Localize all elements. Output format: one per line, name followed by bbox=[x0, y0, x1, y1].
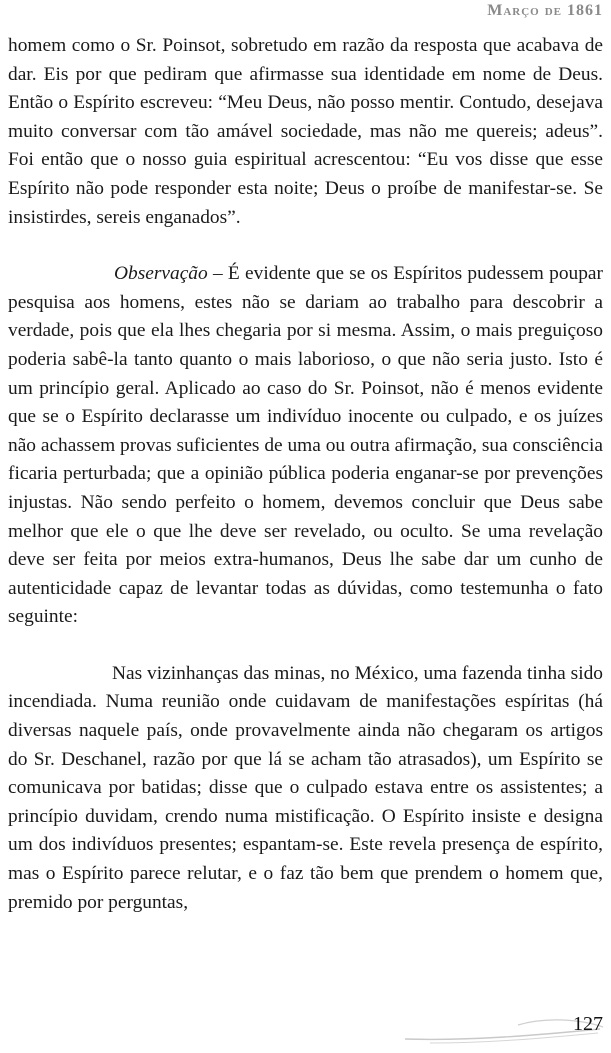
paragraph-spacer bbox=[8, 232, 603, 260]
observation-text: – É evidente que se os Espíritos pudessem poupar pesquisa aos homens, estes não se dariam ao trabalho para descobrir a verdade, pois que ela lhes chegaria por si mesma. Assim, o mais preguiçoso poderia sabê-la tanto quanto o mais laborioso, o que não seria justo. Isto é um princípio geral. Aplicado ao caso do Sr. Poinsot, não é menos evidente que se o Espírito declarasse um indivíduo inocente ou culpado, e os juízes não achassem provas suficientes de uma ou outra afirmação, sua consciência ficaria perturbada; que a opinião pública poderia enganar-se por prevenções injustas. Não sendo perfeito o homem, devemos concluir que Deus sabe melhor que ele o que lhe deve ser revelado, ou oculto. Se uma revelação deve ser feita por meios extra-humanos, Deus lhe sabe dar um cunho de autenticidade capaz de levantar todas as dúvidas, como testemunha o fato seguinte: bbox=[8, 263, 603, 628]
page-footer bbox=[0, 1005, 611, 1053]
page-number: 127 bbox=[573, 1013, 603, 1035]
running-header: Março de 1861 bbox=[487, 2, 603, 19]
paragraph-spacer bbox=[8, 632, 603, 660]
paragraph-observation bbox=[8, 260, 603, 632]
paragraph-continuation: homem como o Sr. Poinsot, sobretudo em razão da resposta que acabava de dar. Eis por que pediram que afirmasse sua identidade em nome de Deus. Então o Espírito escreveu: “Meu Deus, não posso mentir. Contudo, desejava muito conversar com tão amável sociedade, mas não me quereis; adeus”. Foi então que o nosso guia espiritual acrescentou: “Eu vos disse que esse Espírito não pode responder esta noite; Deus o proíbe de manifestar-se. Se insistirdes, sereis enganados”. bbox=[8, 35, 603, 228]
paragraph-mexico: Nas vizinhanças das minas, no México, uma fazenda tinha sido incendiada. Numa reunião onde cuidavam de manifestações espíritas (há diversas naquele país, onde provavelmente ainda não chegaram os artigos do Sr. Deschanel, razão por que lá se acham tão atrasados), um Espírito se comunicava por batidas; disse que o culpado estava entre os assistentes; a princípio duvidam, crendo numa mistificação. O Espírito insiste e designa um dos indivíduos presentes; espantam-se. Este revela presença de espírito, mas o Espírito parece relutar, e o faz tão bem que prendem o homem que, premido por perguntas, bbox=[8, 662, 603, 913]
observation-label: Observação bbox=[114, 263, 208, 285]
footer-swoosh-ornament bbox=[0, 1005, 611, 1053]
page-body bbox=[8, 32, 603, 917]
